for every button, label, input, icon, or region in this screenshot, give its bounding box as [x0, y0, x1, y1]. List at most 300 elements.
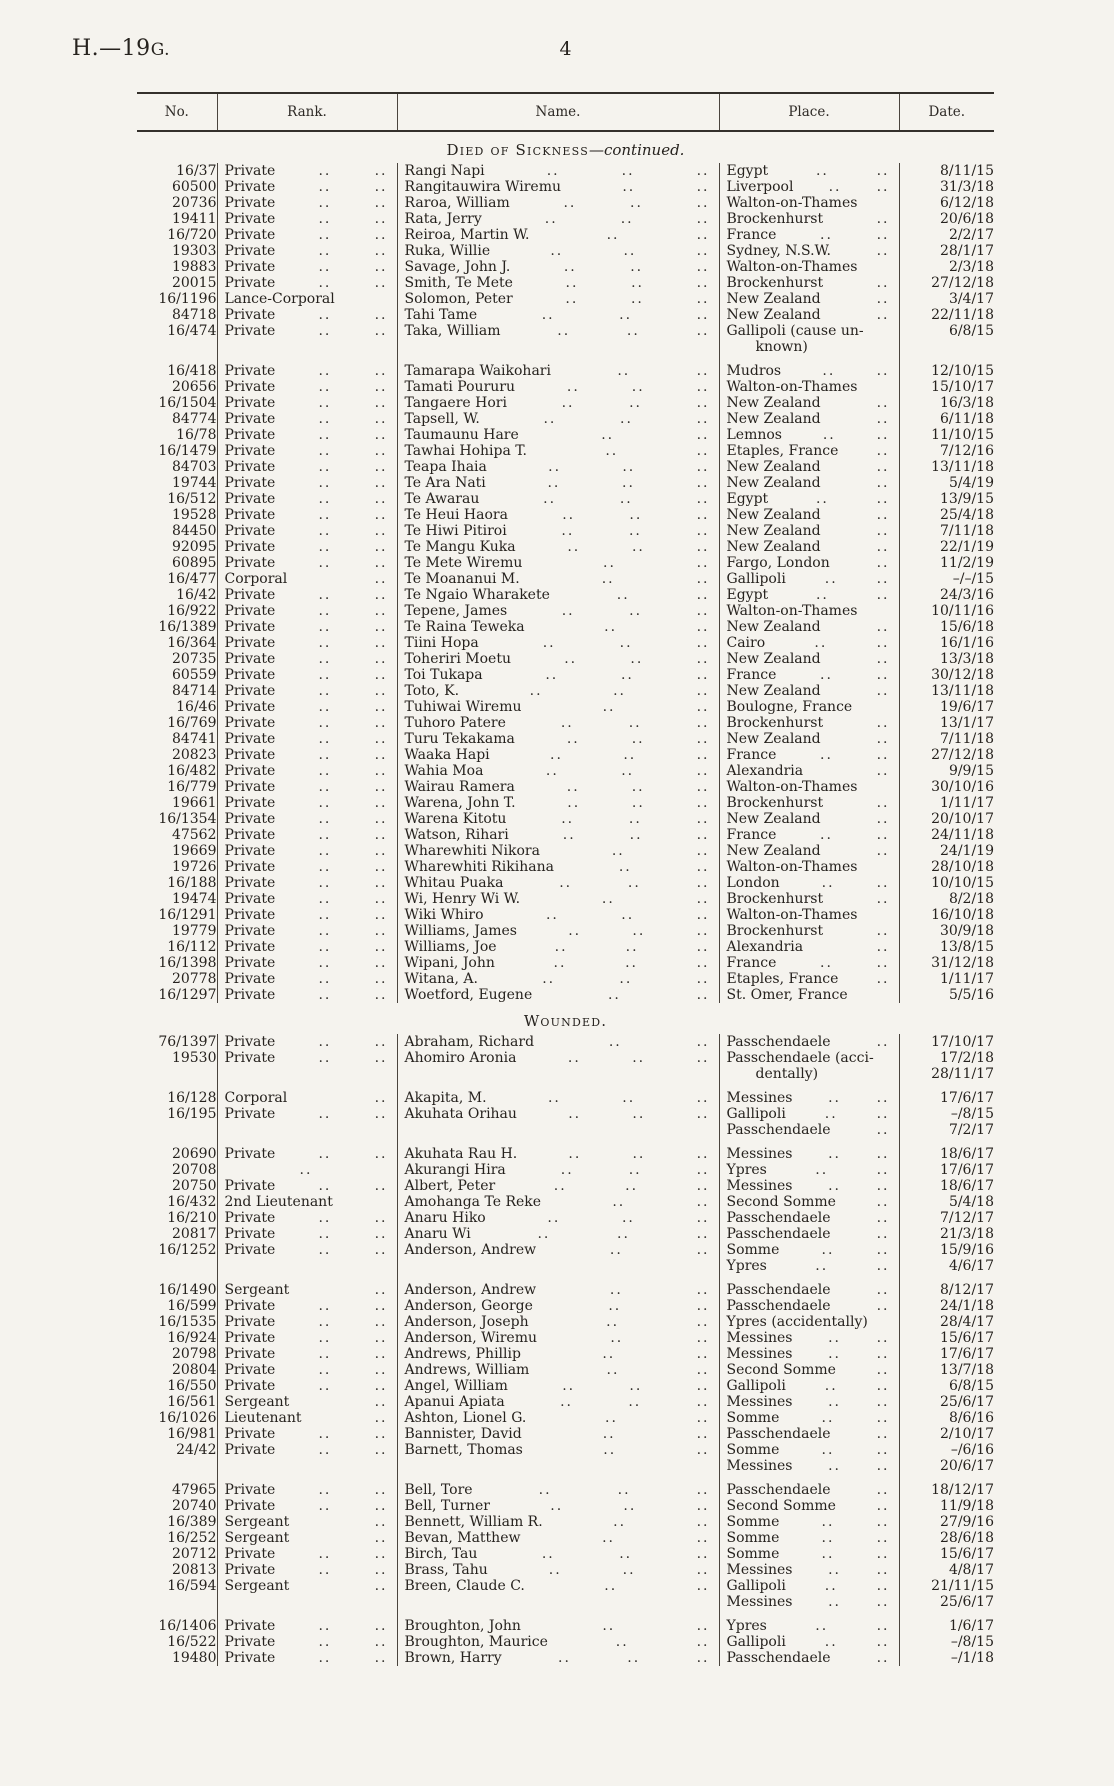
- place-cell: Messines .. ..: [719, 1458, 899, 1474]
- leader-dots: ..: [696, 1090, 710, 1106]
- leader-dots: ..: [876, 1330, 890, 1346]
- place-cell: Gallipoli .. ..: [719, 1634, 899, 1650]
- place-cell: Second Somme ..: [719, 1362, 899, 1378]
- leader-dots: ..: [318, 275, 332, 291]
- leader-dots: ..: [828, 1346, 841, 1362]
- leader-dots: ..: [374, 1146, 388, 1162]
- leader-dots: ..: [696, 747, 710, 763]
- place-cell: Gallipoli .. ..: [719, 571, 899, 587]
- leader-dots: ..: [696, 1282, 710, 1298]
- place-cell: Etaples, France ..: [719, 443, 899, 459]
- leader-dots: ..: [560, 1394, 573, 1410]
- service-number-cell: 16/46: [176, 699, 217, 715]
- leader-dots: ..: [568, 923, 582, 939]
- leader-dots: ..: [620, 411, 633, 427]
- leader-dots: ..: [609, 1282, 623, 1298]
- name-cell: [397, 1066, 719, 1082]
- leader-dots: ..: [374, 363, 388, 379]
- name-cell: Amohanga Te Reke .. ..: [397, 1194, 719, 1210]
- leader-dots: ..: [623, 747, 637, 763]
- name-cell: Tamati Poururu .. .. ..: [397, 379, 719, 395]
- table-row: [137, 379, 994, 395]
- leader-dots: ..: [696, 323, 710, 339]
- place-cell: New Zealand ..: [719, 619, 899, 635]
- leader-dots: ..: [876, 523, 890, 539]
- leader-dots: ..: [374, 507, 388, 523]
- leader-dots: ..: [601, 427, 615, 443]
- leader-dots: ..: [696, 763, 710, 779]
- date-cell: 5/4/18: [899, 1194, 994, 1210]
- name-cell: Wharewhiti Rikihana .. ..: [397, 859, 719, 875]
- leader-dots: ..: [876, 1362, 890, 1378]
- leader-dots: ..: [876, 619, 890, 635]
- date-cell: 24/3/16: [899, 587, 994, 603]
- place-cell: Walton-on-Thames: [719, 195, 899, 211]
- service-number-cell: 20750: [171, 1178, 217, 1194]
- service-number-cell: 60559: [171, 667, 217, 683]
- leader-dots: ..: [374, 699, 388, 715]
- leader-dots: ..: [374, 651, 388, 667]
- leader-dots: ..: [876, 227, 890, 243]
- place-cell: Lemnos .. ..: [719, 427, 899, 443]
- name-cell: Breen, Claude C. .. ..: [397, 1578, 719, 1594]
- leader-dots: ..: [876, 459, 890, 475]
- leader-dots: ..: [609, 1242, 623, 1258]
- leader-dots: ..: [696, 1394, 710, 1410]
- name-cell: Solomon, Peter .. .. ..: [397, 291, 719, 307]
- leader-dots: ..: [374, 179, 388, 195]
- leader-dots: ..: [820, 955, 833, 971]
- leader-dots: ..: [632, 1050, 646, 1066]
- leader-dots: ..: [627, 1650, 641, 1666]
- leader-dots: ..: [876, 1514, 890, 1530]
- leader-dots: ..: [696, 379, 710, 395]
- table-row: [137, 459, 994, 475]
- place-cell: dentally): [719, 1066, 899, 1082]
- date-cell: 7/12/17: [899, 1210, 994, 1226]
- leader-dots: ..: [876, 1482, 890, 1498]
- date-cell: 2/10/17: [899, 1426, 994, 1442]
- leader-dots: ..: [318, 555, 332, 571]
- date-cell: 17/10/17: [899, 1034, 994, 1050]
- column-header-date: Date.: [899, 93, 994, 131]
- leader-dots: ..: [876, 731, 890, 747]
- name-cell: Wi, Henry Wi W. .. ..: [397, 891, 719, 907]
- leader-dots: ..: [696, 475, 710, 491]
- place-cell: Walton-on-Thames: [719, 779, 899, 795]
- name-cell: Tuhiwai Wiremu .. ..: [397, 699, 719, 715]
- date-cell: 18/6/17: [899, 1146, 994, 1162]
- place-cell: Messines .. ..: [719, 1330, 899, 1346]
- leader-dots: ..: [876, 587, 890, 603]
- table-row: [137, 1498, 994, 1514]
- date-cell: 17/6/17: [899, 1162, 994, 1178]
- rank-cell: Private .. ..: [217, 1146, 397, 1162]
- leader-dots: ..: [567, 539, 581, 555]
- table-row: [137, 1050, 994, 1066]
- casualty-table: [137, 92, 994, 1666]
- leader-dots: ..: [374, 667, 388, 683]
- service-number-cell: 20656: [171, 379, 217, 395]
- date-cell: 31/3/18: [899, 179, 994, 195]
- leader-dots: ..: [876, 971, 890, 987]
- service-number-cell: 16/1196: [158, 291, 217, 307]
- rank-cell: Private .. ..: [217, 1442, 397, 1458]
- table-row: [137, 907, 994, 923]
- rank-cell: Private .. ..: [217, 1050, 397, 1066]
- leader-dots: ..: [374, 1442, 388, 1458]
- table-row: [137, 523, 994, 539]
- date-cell: 13/3/18: [899, 651, 994, 667]
- leader-dots: ..: [318, 475, 332, 491]
- name-cell: Turu Tekakama .. .. ..: [397, 731, 719, 747]
- table-row: [137, 859, 994, 875]
- leader-dots: ..: [318, 491, 332, 507]
- leader-dots: ..: [617, 1482, 631, 1498]
- leader-dots: ..: [815, 587, 829, 603]
- leader-dots: ..: [318, 795, 332, 811]
- leader-dots: ..: [318, 683, 332, 699]
- leader-dots: ..: [603, 1442, 617, 1458]
- leader-dots: ..: [374, 1210, 388, 1226]
- leader-dots: ..: [876, 163, 890, 179]
- leader-dots: ..: [815, 1162, 829, 1178]
- place-cell: Gallipoli (cause un-: [719, 323, 899, 339]
- row-group-gap: [137, 355, 994, 363]
- rank-cell: Sergeant ..: [217, 1578, 397, 1594]
- place-cell: Cairo .. ..: [719, 635, 899, 651]
- leader-dots: ..: [622, 1562, 636, 1578]
- rank-cell: Private .. ..: [217, 651, 397, 667]
- service-number-cell: 19669: [171, 843, 217, 859]
- table-row: [137, 619, 994, 635]
- table-row: [137, 1530, 994, 1546]
- leader-dots: ..: [696, 1634, 710, 1650]
- leader-dots: ..: [547, 475, 561, 491]
- rank-cell: Lance-Corporal: [217, 291, 397, 307]
- leader-dots: ..: [318, 1242, 332, 1258]
- leader-dots: ..: [876, 1394, 890, 1410]
- leader-dots: ..: [820, 227, 833, 243]
- leader-dots: ..: [619, 1546, 633, 1562]
- leader-dots: ..: [828, 179, 842, 195]
- service-number-cell: 20740: [171, 1498, 217, 1514]
- leader-dots: ..: [543, 491, 557, 507]
- column-header-rank: Rank.: [217, 93, 397, 131]
- service-number-cell: 19411: [171, 211, 217, 227]
- leader-dots: ..: [696, 619, 710, 635]
- rank-cell: Corporal ..: [217, 571, 397, 587]
- leader-dots: ..: [374, 1090, 388, 1106]
- leader-dots: ..: [374, 1514, 388, 1530]
- name-cell: Williams, James .. .. ..: [397, 923, 719, 939]
- place-cell: Passchendaele ..: [719, 1426, 899, 1442]
- leader-dots: ..: [619, 491, 633, 507]
- leader-dots: ..: [562, 507, 576, 523]
- leader-dots: ..: [696, 587, 710, 603]
- place-cell: Walton-on-Thames: [719, 859, 899, 875]
- service-number-cell: 19303: [171, 243, 217, 259]
- name-cell: Woetford, Eugene .. ..: [397, 987, 719, 1003]
- leader-dots: ..: [318, 1346, 332, 1362]
- service-number-cell: 16/599: [167, 1298, 217, 1314]
- leader-dots: ..: [824, 1578, 838, 1594]
- leader-dots: ..: [820, 827, 833, 843]
- leader-dots: ..: [876, 1258, 890, 1274]
- service-number-cell: 16/418: [167, 363, 217, 379]
- leader-dots: ..: [696, 683, 710, 699]
- leader-dots: ..: [625, 955, 638, 971]
- service-number-cell: 84774: [171, 411, 217, 427]
- leader-dots: ..: [828, 1394, 841, 1410]
- leader-dots: ..: [610, 1330, 624, 1346]
- leader-dots: ..: [696, 699, 710, 715]
- leader-dots: ..: [876, 747, 890, 763]
- leader-dots: ..: [374, 971, 388, 987]
- leader-dots: ..: [696, 1426, 710, 1442]
- leader-dots: ..: [815, 491, 829, 507]
- place-cell: New Zealand ..: [719, 523, 899, 539]
- leader-dots: ..: [815, 1258, 829, 1274]
- leader-dots: ..: [876, 1090, 890, 1106]
- leader-dots: ..: [696, 1106, 710, 1122]
- leader-dots: ..: [318, 859, 332, 875]
- leader-dots: ..: [318, 1050, 332, 1066]
- leader-dots: ..: [374, 1106, 388, 1122]
- date-cell: 20/6/18: [899, 211, 994, 227]
- rank-cell: Private .. ..: [217, 923, 397, 939]
- leader-dots: ..: [374, 571, 388, 587]
- leader-dots: ..: [876, 1378, 890, 1394]
- table-row: [137, 955, 994, 971]
- rank-cell: Private .. ..: [217, 395, 397, 411]
- leader-dots: ..: [626, 323, 640, 339]
- leader-dots: ..: [876, 1634, 890, 1650]
- place-cell: Egypt .. ..: [719, 163, 899, 179]
- leader-dots: ..: [374, 715, 388, 731]
- date-cell: 11/2/19: [899, 555, 994, 571]
- leader-dots: ..: [541, 1546, 555, 1562]
- leader-dots: ..: [696, 955, 710, 971]
- service-number-cell: 60500: [171, 179, 217, 195]
- name-cell: Te Awarau .. .. ..: [397, 491, 719, 507]
- place-cell: Passchendaele ..: [719, 1034, 899, 1050]
- table-row: [137, 1394, 994, 1410]
- row-group-gap: [137, 1610, 994, 1618]
- rank-cell: Private .. ..: [217, 275, 397, 291]
- table-row: [137, 1562, 994, 1578]
- leader-dots: ..: [696, 1514, 710, 1530]
- service-number-cell: 16/1354: [158, 811, 217, 827]
- leader-dots: ..: [374, 307, 388, 323]
- name-cell: [397, 1594, 719, 1610]
- leader-dots: ..: [374, 763, 388, 779]
- rank-cell: Private .. ..: [217, 891, 397, 907]
- date-cell: 15/10/17: [899, 379, 994, 395]
- leader-dots: ..: [876, 1282, 890, 1298]
- name-cell: Abraham, Richard .. ..: [397, 1034, 719, 1050]
- leader-dots: ..: [318, 699, 332, 715]
- leader-dots: ..: [374, 1346, 388, 1362]
- leader-dots: ..: [630, 651, 644, 667]
- leader-dots: ..: [696, 1034, 710, 1050]
- leader-dots: ..: [318, 907, 332, 923]
- service-number-cell: 16/1406: [158, 1618, 217, 1634]
- place-cell: Somme .. ..: [719, 1514, 899, 1530]
- leader-dots: ..: [561, 523, 575, 539]
- name-cell: Tangaere Hori .. .. ..: [397, 395, 719, 411]
- rank-cell: Sergeant ..: [217, 1530, 397, 1546]
- table-row: [137, 1298, 994, 1314]
- service-number-cell: 16/512: [167, 491, 217, 507]
- name-cell: Warena, John T. .. .. ..: [397, 795, 719, 811]
- place-cell: Gallipoli .. ..: [719, 1578, 899, 1594]
- leader-dots: ..: [696, 795, 710, 811]
- rank-cell: Lieutenant ..: [217, 1410, 397, 1426]
- name-cell: Wharewhiti Nikora .. ..: [397, 843, 719, 859]
- leader-dots: ..: [601, 571, 615, 587]
- leader-dots: ..: [606, 1362, 620, 1378]
- leader-dots: ..: [696, 603, 710, 619]
- date-cell: 8/2/18: [899, 891, 994, 907]
- leader-dots: ..: [318, 603, 332, 619]
- place-cell: Egypt .. ..: [719, 491, 899, 507]
- table-row: [137, 427, 994, 443]
- leader-dots: ..: [374, 1034, 388, 1050]
- leader-dots: ..: [318, 1178, 332, 1194]
- name-cell: Rangitauwira Wiremu .. ..: [397, 179, 719, 195]
- leader-dots: ..: [566, 379, 580, 395]
- name-cell: Te Heui Haora .. .. ..: [397, 507, 719, 523]
- service-number-cell: 16/1297: [158, 987, 217, 1003]
- rank-cell: Private .. ..: [217, 475, 397, 491]
- leader-dots: ..: [318, 1146, 332, 1162]
- place-cell: Passchendaele ..: [719, 1226, 899, 1242]
- leader-dots: ..: [696, 211, 710, 227]
- name-cell: Tahi Tame .. .. ..: [397, 307, 719, 323]
- leader-dots: ..: [374, 427, 388, 443]
- leader-dots: ..: [815, 163, 829, 179]
- table-row: [137, 635, 994, 651]
- leader-dots: ..: [543, 411, 557, 427]
- leader-dots: ..: [632, 1106, 646, 1122]
- leader-dots: ..: [605, 1410, 618, 1426]
- leader-dots: ..: [318, 179, 332, 195]
- table-row: [137, 1146, 994, 1162]
- date-cell: 28/1/17: [899, 243, 994, 259]
- name-cell: Taka, William .. .. ..: [397, 323, 719, 339]
- leader-dots: ..: [876, 507, 890, 523]
- leader-dots: ..: [696, 275, 710, 291]
- place-cell: New Zealand ..: [719, 291, 899, 307]
- rank-cell: Private .. ..: [217, 939, 397, 955]
- name-cell: Smith, Te Mete .. .. ..: [397, 275, 719, 291]
- leader-dots: ..: [696, 1362, 710, 1378]
- leader-dots: ..: [876, 1578, 890, 1594]
- service-number-cell: 20015: [171, 275, 217, 291]
- leader-dots: ..: [876, 923, 890, 939]
- place-cell: St. Omer, France: [719, 987, 899, 1003]
- leader-dots: ..: [568, 1106, 582, 1122]
- table-row: [137, 923, 994, 939]
- place-cell: New Zealand ..: [719, 475, 899, 491]
- rank-cell: Private .. ..: [217, 1178, 397, 1194]
- table-row: [137, 1410, 994, 1426]
- rank-cell: Private .. ..: [217, 323, 397, 339]
- service-number-cell: 16/924: [167, 1330, 217, 1346]
- date-cell: –/8/15: [899, 1634, 994, 1650]
- leader-dots: ..: [374, 443, 388, 459]
- leader-dots: ..: [625, 1178, 639, 1194]
- rank-cell: Private .. ..: [217, 795, 397, 811]
- leader-dots: ..: [876, 1210, 890, 1226]
- leader-dots: ..: [821, 1442, 835, 1458]
- date-cell: 4/8/17: [899, 1562, 994, 1578]
- place-cell: Egypt .. ..: [719, 587, 899, 603]
- leader-dots: ..: [606, 1314, 620, 1330]
- service-number-cell: 20778: [171, 971, 217, 987]
- table-row: [137, 1362, 994, 1378]
- name-cell: Reiroa, Martin W. .. ..: [397, 227, 719, 243]
- name-cell: Bennett, William R. .. ..: [397, 1514, 719, 1530]
- table-row: [137, 699, 994, 715]
- name-cell: Tapsell, W. .. .. ..: [397, 411, 719, 427]
- leader-dots: ..: [696, 307, 710, 323]
- rank-cell: Private .. ..: [217, 587, 397, 603]
- column-header-no: No.: [137, 93, 217, 131]
- service-number-cell: 19744: [171, 475, 217, 491]
- leader-dots: ..: [876, 1226, 890, 1242]
- rank-cell: Private .. ..: [217, 971, 397, 987]
- name-cell: Watson, Rihari .. .. ..: [397, 827, 719, 843]
- rank-cell: [217, 1258, 397, 1274]
- date-cell: 1/6/17: [899, 1618, 994, 1634]
- place-cell: Fargo, London ..: [719, 555, 899, 571]
- leader-dots: ..: [628, 1162, 642, 1178]
- table-row: [137, 667, 994, 683]
- leader-dots: ..: [374, 923, 388, 939]
- name-cell: Apanui Apiata .. .. ..: [397, 1394, 719, 1410]
- date-cell: 20/6/17: [899, 1458, 994, 1474]
- table-row-continuation: [137, 1122, 994, 1138]
- leader-dots: ..: [612, 1194, 626, 1210]
- leader-dots: ..: [617, 363, 631, 379]
- leader-dots: ..: [563, 195, 577, 211]
- place-cell: Sydney, N.S.W. ..: [719, 243, 899, 259]
- leader-dots: ..: [696, 1162, 710, 1178]
- leader-dots: ..: [318, 1482, 332, 1498]
- leader-dots: ..: [374, 163, 388, 179]
- leader-dots: ..: [374, 1050, 388, 1066]
- leader-dots: ..: [318, 875, 332, 891]
- table-row: [137, 555, 994, 571]
- leader-dots: ..: [616, 587, 630, 603]
- table-row: [137, 1178, 994, 1194]
- table-row: [137, 1442, 994, 1458]
- table-row: [137, 779, 994, 795]
- date-cell: 24/1/18: [899, 1298, 994, 1314]
- place-cell: Brockenhurst ..: [719, 715, 899, 731]
- place-cell: France .. ..: [719, 827, 899, 843]
- leader-dots: ..: [564, 651, 578, 667]
- leader-dots: ..: [550, 243, 564, 259]
- rank-cell: Private .. ..: [217, 667, 397, 683]
- rank-cell: Private .. ..: [217, 1314, 397, 1330]
- table-row: [137, 259, 994, 275]
- place-cell: France .. ..: [719, 667, 899, 683]
- name-cell: Akapita, M. .. .. ..: [397, 1090, 719, 1106]
- leader-dots: ..: [374, 731, 388, 747]
